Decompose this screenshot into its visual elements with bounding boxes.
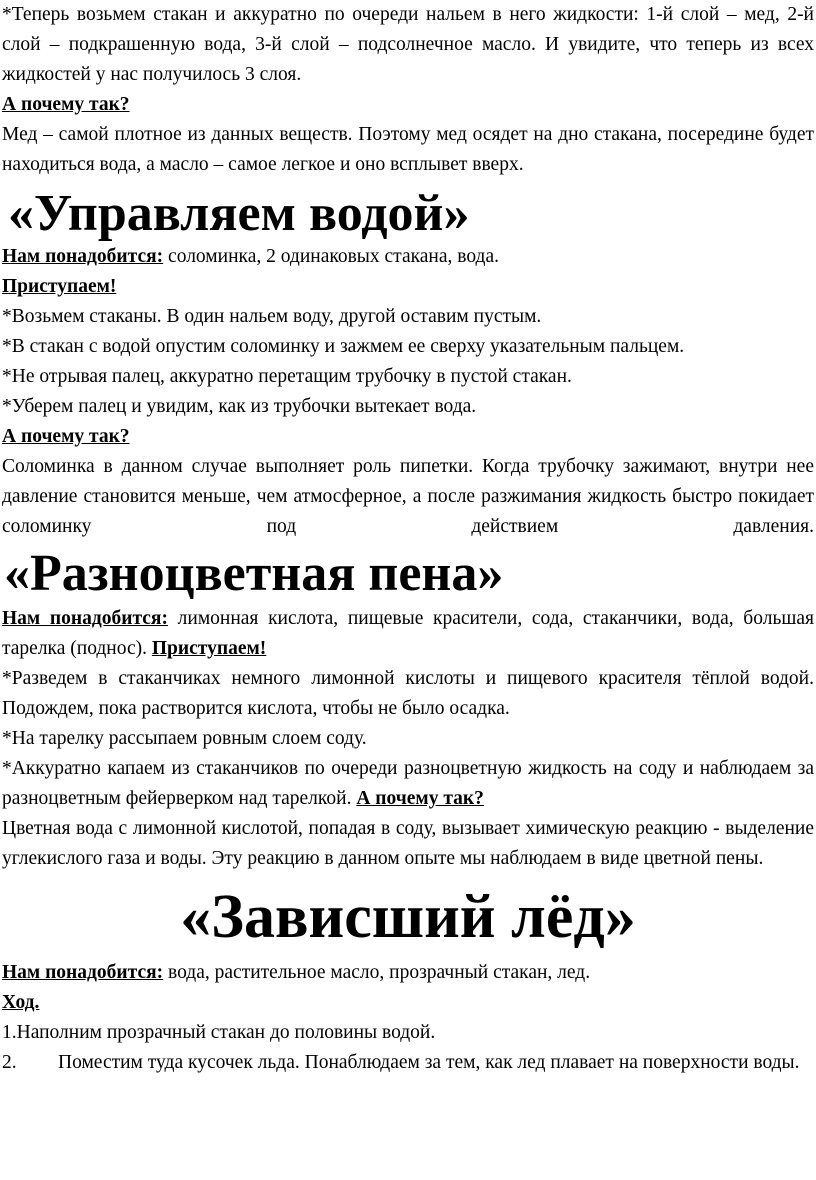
exp2-title: «Разноцветная пена» [4,545,504,602]
need-text: вода, растительное масло, прозрачный стакан, лед. [163,962,591,983]
start-label: Приступаем! [151,638,267,659]
exp3-step2 [0,1048,816,1078]
need-label: Нам понадобится: [2,962,164,983]
course-label: Ход. [2,992,40,1013]
exp1-step: *В стакан с водой опустим соломинку и зажмем ее сверху указательным пальцем. [2,336,685,357]
intro-why-text: Мед – самой плотное из данных веществ. Поэтому мед осядет на дно стакана, посередине будет находиться вода, а масло – самое легкое и оно всплывет вверх. [2,124,814,175]
exp2-step: *Разведем в стаканчиках немного лимонной кислоты и пищевого красителя тёплой водой. Подождем, пока растворится кислота, чтобы не было осадка. [2,668,814,719]
exp1-start [0,272,816,302]
step-text: *Аккуратно капаем из стаканчиков по очереди разноцветную жидкость на соду и наблюдаем за разноцветным фейерверком над тарелкой. [2,758,814,809]
exp2-need [0,604,816,664]
intro-paragraph: *Теперь возьмем стакан и аккуратно по очереди нальем в него жидкости: 1-й слой – мед, 2-й слой – подкрашенную вода, 3-й слой – подсолнечное масло. И увидите, что теперь из всех жидкостей у нас получилось 3 слоя. [2,4,814,85]
exp3-need [0,958,816,988]
exp1-why-heading [0,422,816,452]
exp2-step [0,754,816,814]
exp1-need [0,242,816,272]
step-number: 2. [2,1052,17,1073]
step-text: Поместим туда кусочек льда. Понаблюдаем за тем, как лед плавает на поверхности воды. [58,1052,800,1073]
exp3-title: «Зависший лёд» [180,883,636,951]
exp2-step: *На тарелку рассыпаем ровным слоем соду. [2,728,367,749]
exp1-step: *Уберем палец и увидим, как из трубочки вытекает вода. [2,396,477,417]
why-label: А почему так? [356,788,484,809]
start-label: Приступаем! [2,276,117,297]
exp3-course [0,988,816,1018]
need-label: Нам понадобится: [2,246,164,267]
exp2-why-text: Цветная вода с лимонной кислотой, попадая в соду, вызывает химическую реакцию - выделение углекислого газа и воды. Эту реакцию в данном опыте мы наблюдаем в виде цветной пены. [2,818,814,869]
why-label: А почему так? [2,426,130,447]
need-text: соломинка, 2 одинаковых стакана, вода. [163,246,499,267]
exp1-step: *Не отрывая палец, аккуратно перетащим трубочку в пустой стакан. [2,366,572,387]
exp1-title: «Управляем водой» [8,185,470,242]
intro-why-heading [0,90,816,120]
exp3-step1: 1.Наполним прозрачный стакан до половины водой. [2,1022,436,1043]
why-label: А почему так? [2,94,130,115]
need-text: лимонная кислота, пищевые красители, сода, стаканчики, вода, большая тарелка (поднос). [2,608,814,659]
need-label: Нам понадобится: [2,608,168,629]
exp1-step: *Возьмем стаканы. В один нальем воду, другой оставим пустым. [2,306,542,327]
exp1-why-text: Соломинка в данном случае выполняет роль пипетки. Когда трубочку зажимают, внутри нее давление становится меньше, чем атмосферное, а после разжимания жидкость быстро покидает соломинку под действием давления. [2,456,814,537]
